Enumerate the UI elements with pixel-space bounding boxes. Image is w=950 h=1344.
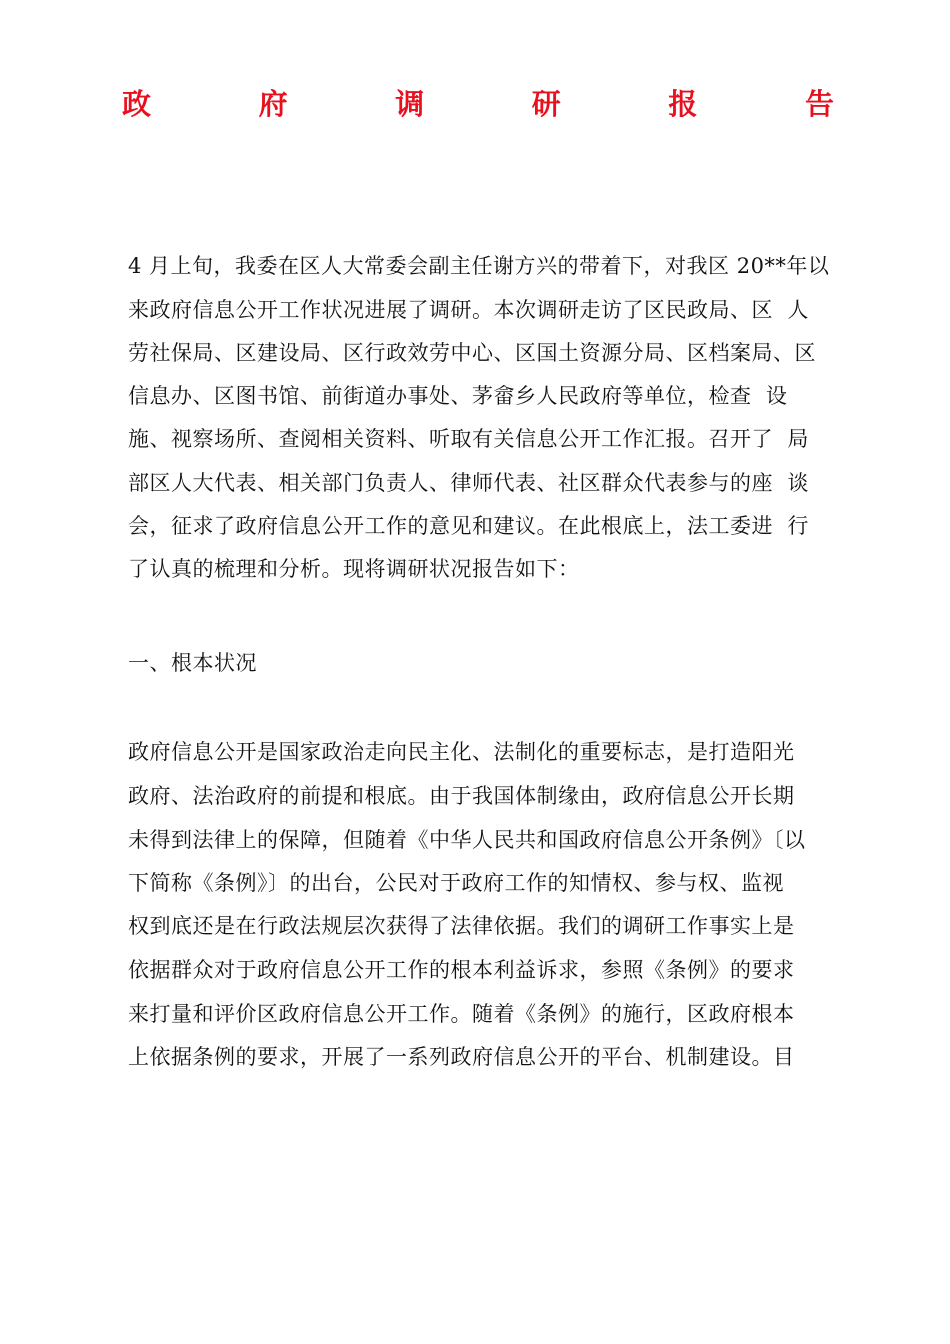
title-char: 政: [122, 87, 152, 121]
paragraph-line: 政府、法治政府的前提和根底。由于我国体制缘由，政府信息公开长期: [128, 784, 795, 808]
paragraph-line: 信息办、区图书馆、前街道办事处、茅畲乡人民政府等单位，检查 设: [128, 384, 788, 408]
paragraph-line: 政府信息公开是国家政治走向民主化、法制化的重要标志，是打造阳光: [128, 740, 795, 764]
title-char: 告: [804, 87, 834, 121]
paragraph-line: 来打量和评价区政府信息公开工作。随着《条例》的施行，区政府根本: [128, 1002, 795, 1026]
paragraph-line: 上依据条例的要求，开展了一系列政府信息公开的平台、机制建设。目: [128, 1045, 795, 1069]
paragraph-line: 会，征求了政府信息公开工作的意见和建议。在此根底上，法工委进 行: [128, 514, 809, 538]
paragraph-line: 劳社保局、区建设局、区行政效劳中心、区国土资源分局、区档案局、区: [128, 341, 816, 365]
document-title: [122, 82, 834, 126]
paragraph-line: 施、视察场所、查阅相关资料、听取有关信息公开工作汇报。召开了 局: [128, 427, 809, 451]
paragraph-line: 依据群众对于政府信息公开工作的根本利益诉求，参照《条例》的要求: [128, 958, 795, 982]
title-char: 报: [668, 87, 698, 121]
paragraph-line: 下简称《条例》〕的出台，公民对于政府工作的知情权、参与权、监视: [128, 871, 784, 895]
paragraph-line: 4 月上旬，我委在区人大常委会副主任谢方兴的带着下，对我区 20**年以: [128, 254, 830, 278]
paragraph-line: 权到底还是在行政法规层次获得了法律依据。我们的调研工作事实上是: [128, 914, 795, 938]
section-heading: 一、根本状况: [128, 651, 257, 675]
title-char: 研: [531, 87, 561, 121]
paragraph-line: 未得到法律上的保障，但随着《中华人民共和国政府信息公开条例》〔以: [128, 828, 806, 852]
paragraph-line: 了认真的梳理和分析。现将调研状况报告如下：: [128, 557, 580, 581]
title-char: 调: [395, 87, 425, 121]
paragraph-line: 部区人大代表、相关部门负责人、律师代表、社区群众代表参与的座 谈: [128, 471, 809, 495]
title-char: 府: [258, 87, 288, 121]
paragraph-line: 来政府信息公开工作状况进展了调研。本次调研走访了区民政局、区 人: [128, 298, 809, 322]
